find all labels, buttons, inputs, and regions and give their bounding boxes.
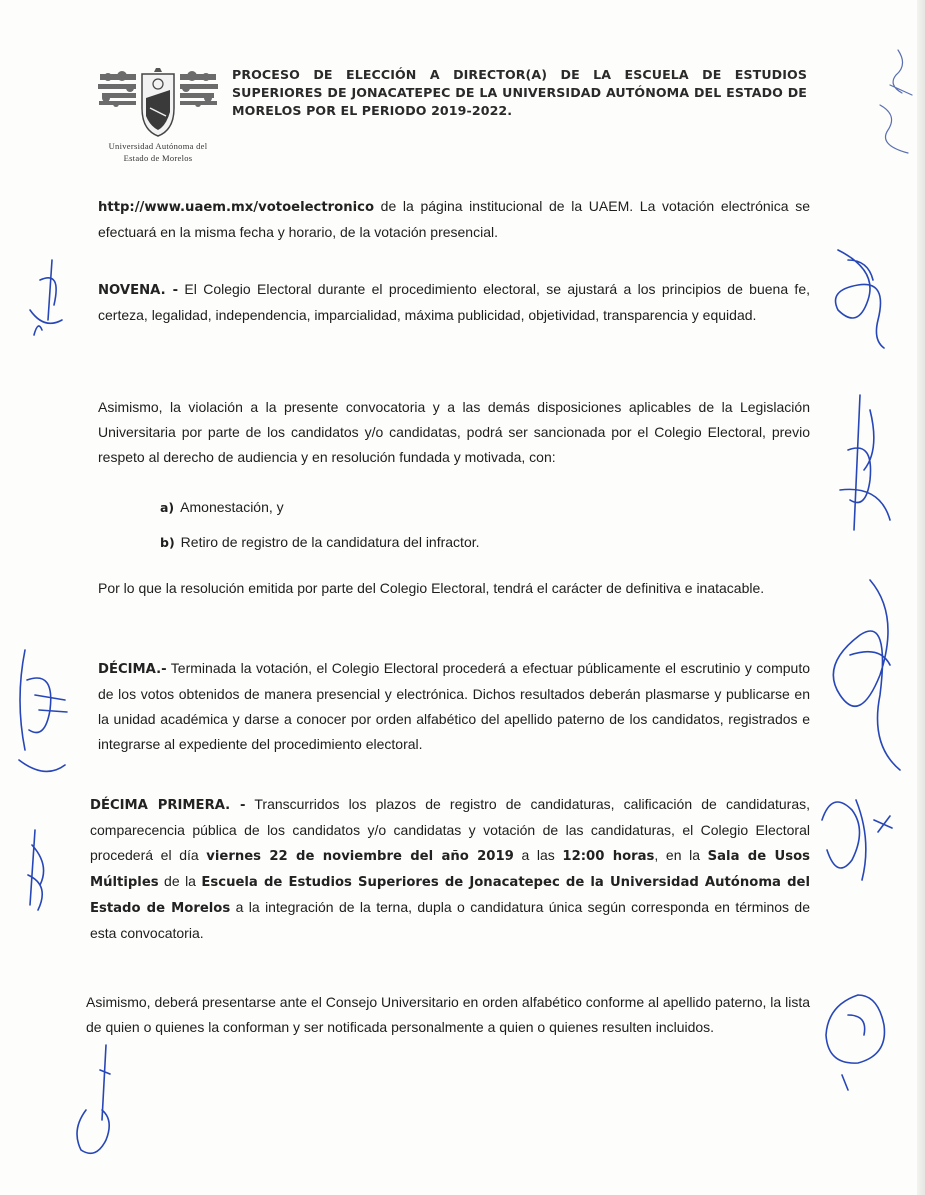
sanctions-list [160, 490, 480, 560]
list-marker: a) [160, 500, 175, 515]
signature-left-1 [22, 250, 72, 340]
clause-decima-title: DÉCIMA.- [98, 662, 167, 677]
clause-text: a la integración de la terna, dupla o candidatura única según corresponda en términos de esta convocatoria. [90, 899, 811, 941]
signature-left-2 [5, 640, 75, 780]
clause-novena-text: El Colegio Electoral durante el procedimiento electoral, se ajustará a los principios de buena fe, certeza, legalidad, independencia, imparcialidad, máxima publicidad, objetividad, transparencia y equidad. [98, 281, 810, 323]
list-item-text: Retiro de registro de la candidatura del infractor. [180, 534, 480, 550]
signature-right-3 [820, 575, 910, 775]
clause-text: de la [158, 873, 202, 889]
session-date: viernes 22 de noviembre del año 2019 [206, 849, 514, 864]
university-seal-icon [96, 68, 220, 140]
signature-right-2 [830, 390, 900, 550]
clause-novena-title: NOVENA. - [98, 283, 179, 298]
session-time: 12:00 horas [562, 849, 655, 864]
list-item-text: Amonestación, y [180, 499, 284, 515]
paragraph-asimismo-consejo: Asimismo, deberá presentarse ante el Consejo Universitario en orden alfabético conforme al apellido paterno, la lista de quien o quienes la conforman y ser notificada personalmente a quien o quienes resulten incluidos. [86, 994, 810, 1035]
paragraph-text: de la página institucional de la UAEM. La votación electrónica se efectuará en la misma fecha y horario, de la votación presencial. [98, 198, 810, 240]
signature-left-3 [20, 825, 60, 915]
clause-text: Transcurridos los plazos de registro de candidaturas, calificación de candidaturas, comparecencia pública de los candidatos y/o candidatas y votación de las candidaturas, el Colegio Electoral procederá el día [90, 796, 811, 863]
logo-caption-line-1: Universidad Autónoma del [108, 141, 208, 151]
paragraph-resolucion: Por lo que la resolución emitida por parte del Colegio Electoral, tendrá el carácter de definitiva e inatacable. [98, 580, 765, 596]
clause-decima-text: Terminada la votación, el Colegio Electoral procederá a efectuar públicamente el escrutinio y computo de los votos obtenidos de manera presencial y electrónica. Dichos resultados deberán plasmarse y publicarse en la unidad académica y darse a conocer por orden alfabético del apellido paterno de los candidatos, registrados e integrarse al expediente del procedimiento electoral. [98, 660, 810, 752]
list-item [160, 525, 480, 560]
signature-right-5 [818, 985, 898, 1095]
page-edge [917, 0, 925, 1195]
signature-top-right [868, 45, 918, 155]
paragraph-voto-electronico [98, 194, 810, 245]
clause-decima-primera [90, 792, 810, 946]
session-room: Sala de Usos Múltiples [90, 849, 810, 890]
clause-decima [98, 656, 810, 757]
clause-decima-primera-title: DÉCIMA PRIMERA. - [90, 798, 246, 813]
voto-electronico-url: http://www.uaem.mx/votoelectronico [98, 200, 375, 215]
document-header-title: PROCESO DE ELECCIÓN A DIRECTOR(A) DE LA ESCUELA DE ESTUDIOS SUPERIORES DE JONACATEPEC DE LA UNIVERSIDAD AUTÓNOMA DEL ESTADO DE MORELOS POR EL PERIODO 2019-2022. [232, 67, 807, 118]
list-item [160, 490, 480, 525]
clause-novena [98, 277, 810, 328]
clause-text: , en la [654, 847, 708, 863]
signature-right-1 [818, 240, 898, 350]
clause-text: a las [513, 847, 563, 863]
signature-right-4 [812, 780, 902, 890]
signature-bottom-left [66, 1040, 126, 1160]
list-marker: b) [160, 535, 175, 550]
logo-caption-line-2: Estado de Morelos [123, 153, 193, 163]
school-name: Escuela de Estudios Superiores de Jonacatepec de la Universidad Autónoma del Estado de Morelos [90, 875, 810, 916]
university-logo [96, 68, 220, 164]
paragraph-asimismo-sanciones: Asimismo, la violación a la presente convocatoria y a las demás disposiciones aplicables de la Legislación Universitaria por parte de los candidatos y/o candidatas, podrá ser sancionada por el Colegio Electoral, previo respeto al derecho de audiencia y en resolución fundada y motivada, con: [98, 399, 810, 465]
